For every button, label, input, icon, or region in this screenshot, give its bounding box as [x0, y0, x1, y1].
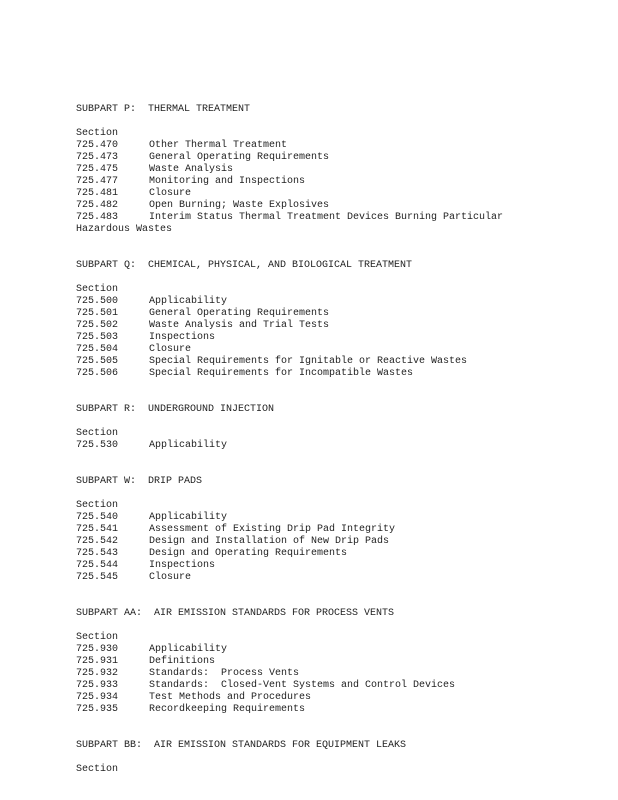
section-row: [76, 668, 596, 680]
section-number: 725.503: [76, 332, 119, 343]
section-title: Waste Analysis: [149, 164, 234, 175]
section-number: 725.933: [76, 680, 119, 691]
subpart-block: [76, 476, 596, 584]
section-row: [76, 344, 596, 356]
section-title: Interim Status Thermal Treatment Devices Burning Particular Hazardous Wastes: [76, 212, 504, 235]
section-row: [76, 320, 596, 332]
section-row: [76, 692, 596, 704]
subpart-heading: SUBPART W: DRIP PADS: [76, 476, 203, 487]
section-row: [76, 560, 596, 572]
section-row: [76, 188, 596, 200]
section-row: [76, 704, 596, 716]
section-row: [76, 548, 596, 560]
section-number: 725.505: [76, 356, 119, 367]
section-row: [76, 296, 596, 308]
subpart-block: [76, 104, 596, 236]
section-title: Definitions: [149, 656, 216, 667]
section-row: [76, 512, 596, 524]
section-label: Section: [76, 764, 119, 775]
section-label: Section: [76, 284, 119, 295]
section-title: Closure: [149, 344, 192, 355]
section-number: 725.935: [76, 704, 119, 715]
subpart-block: [76, 404, 596, 452]
section-row: [76, 524, 596, 536]
section-number: 725.504: [76, 344, 119, 355]
section-number: 725.481: [76, 188, 119, 199]
section-row: [76, 332, 596, 344]
subpart-block: [76, 260, 596, 380]
section-title: Applicability: [149, 644, 228, 655]
section-title: Inspections: [149, 332, 216, 343]
section-title: Test Methods and Procedures: [149, 692, 312, 703]
section-number: 725.482: [76, 200, 119, 211]
section-row: [76, 308, 596, 320]
section-title: Applicability: [149, 440, 228, 451]
section-number: 725.530: [76, 440, 119, 451]
section-number: 725.540: [76, 512, 119, 523]
section-row: [76, 440, 596, 452]
subpart-heading: SUBPART Q: CHEMICAL, PHYSICAL, AND BIOLOGICAL TREATMENT: [76, 260, 413, 271]
section-row: [76, 200, 596, 212]
section-row: [76, 368, 596, 380]
section-number: 725.545: [76, 572, 119, 583]
section-row: [76, 536, 596, 548]
section-title: Monitoring and Inspections: [149, 176, 306, 187]
section-row: [76, 656, 596, 668]
section-row: [76, 176, 596, 188]
subpart-heading: SUBPART P: THERMAL TREATMENT: [76, 104, 251, 115]
subpart-block: [76, 608, 596, 716]
section-number: 725.473: [76, 152, 119, 163]
section-number: 725.506: [76, 368, 119, 379]
section-title: Assessment of Existing Drip Pad Integrity: [149, 524, 396, 535]
section-number: 725.502: [76, 320, 119, 331]
section-title: Closure: [149, 188, 192, 199]
section-row: [76, 152, 596, 164]
section-row: [76, 356, 596, 368]
section-title: Recordkeeping Requirements: [149, 704, 306, 715]
section-number: 725.483: [76, 212, 119, 223]
section-number: 725.930: [76, 644, 119, 655]
section-number: 725.931: [76, 656, 119, 667]
section-label: Section: [76, 128, 119, 139]
section-number: 725.501: [76, 308, 119, 319]
section-number: 725.543: [76, 548, 119, 559]
subpart-heading: SUBPART R: UNDERGROUND INJECTION: [76, 404, 275, 415]
section-title: Standards: Process Vents: [149, 668, 300, 679]
section-title: Inspections: [149, 560, 216, 571]
section-title: Design and Operating Requirements: [149, 548, 348, 559]
section-row: [76, 164, 596, 176]
section-title: General Operating Requirements: [149, 308, 330, 319]
section-number: 725.932: [76, 668, 119, 679]
section-title: Special Requirements for Ignitable or Reactive Wastes: [149, 356, 468, 367]
document-page: [76, 104, 596, 800]
section-title: Design and Installation of New Drip Pads: [149, 536, 390, 547]
section-number: 725.542: [76, 536, 119, 547]
section-row: [76, 212, 596, 236]
section-number: 725.477: [76, 176, 119, 187]
section-number: 725.934: [76, 692, 119, 703]
section-title: Standards: Closed-Vent Systems and Control Devices: [149, 680, 456, 691]
section-number: 725.541: [76, 524, 119, 535]
section-label: Section: [76, 428, 119, 439]
section-title: Closure: [149, 572, 192, 583]
subpart-heading: SUBPART AA: AIR EMISSION STANDARDS FOR PROCESS VENTS: [76, 608, 395, 619]
section-title: Applicability: [149, 512, 228, 523]
section-row: [76, 140, 596, 152]
section-label: Section: [76, 500, 119, 511]
section-row: [76, 644, 596, 656]
section-row: [76, 572, 596, 584]
section-row: [76, 680, 596, 692]
subpart-heading: SUBPART BB: AIR EMISSION STANDARDS FOR EQUIPMENT LEAKS: [76, 740, 407, 751]
subpart-block: [76, 740, 596, 776]
section-label: Section: [76, 632, 119, 643]
section-title: Other Thermal Treatment: [149, 140, 288, 151]
section-number: 725.544: [76, 560, 119, 571]
section-title: Special Requirements for Incompatible Wastes: [149, 368, 414, 379]
section-number: 725.470: [76, 140, 119, 151]
section-number: 725.475: [76, 164, 119, 175]
section-title: Open Burning; Waste Explosives: [149, 200, 330, 211]
section-title: General Operating Requirements: [149, 152, 330, 163]
section-number: 725.500: [76, 296, 119, 307]
section-title: Applicability: [149, 296, 228, 307]
section-title: Waste Analysis and Trial Tests: [149, 320, 330, 331]
